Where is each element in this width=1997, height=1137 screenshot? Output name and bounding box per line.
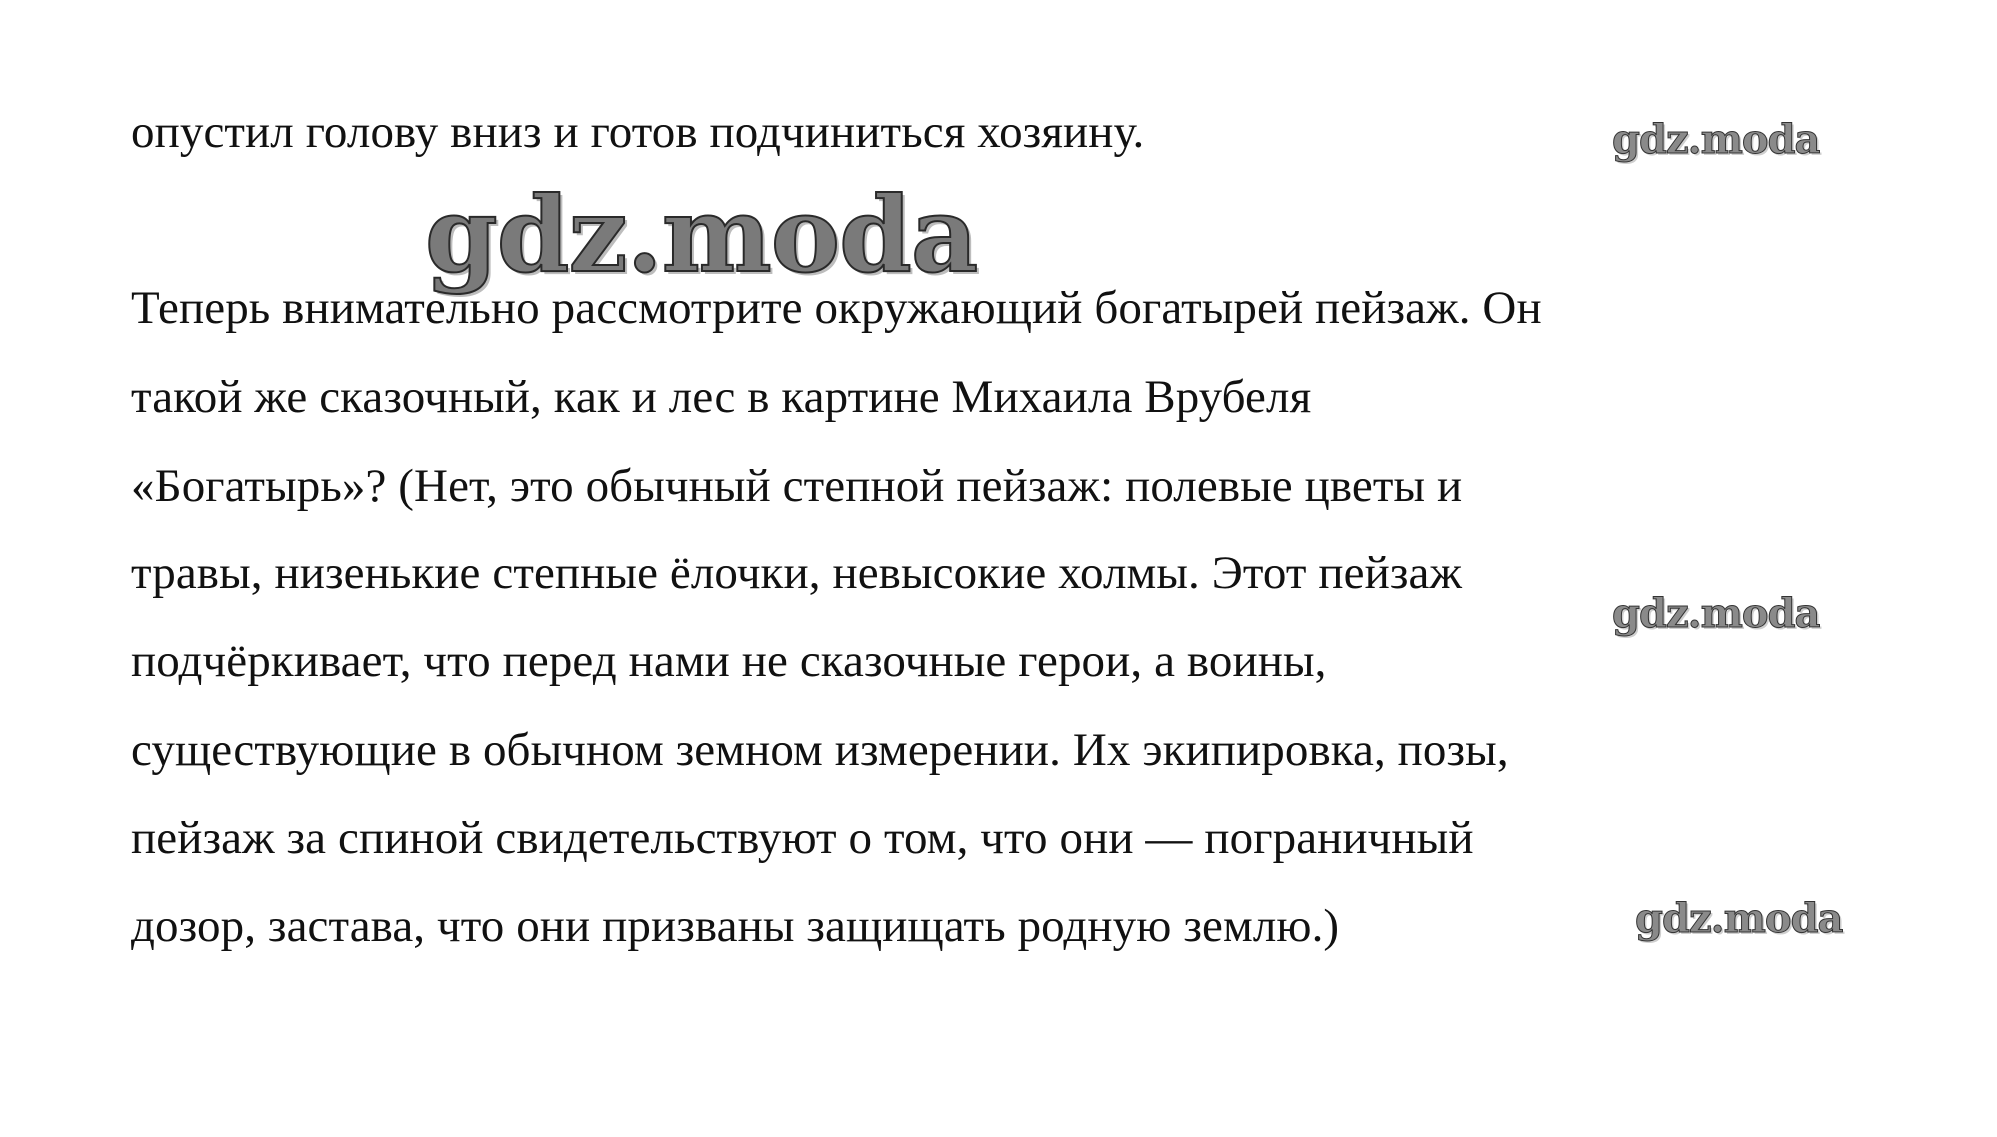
text-line-9: дозор, застава, что они призваны защищать родную землю.) [131,900,1340,952]
text-line-6: подчёркивает, что перед нами не сказочные герои, а воины, [131,635,1327,687]
watermark-bottom-right: gdz.moda [1635,895,1843,942]
watermark-top-right: gdz.moda [1612,116,1820,163]
text-line-7: существующие в обычном земном измерении. Их экипировка, позы, [131,724,1509,776]
text-line-4: «Богатырь»? (Нет, это обычный степной пейзаж: полевые цветы и [131,460,1463,512]
text-line-2: Теперь внимательно рассмотрите окружающий богатырей пейзаж. Он [131,282,1542,334]
text-line-1: опустил голову вниз и готов подчиниться хозяину. [131,106,1145,158]
watermark-large: gdz.moda [425,173,978,296]
watermark-middle-right: gdz.moda [1612,590,1820,637]
text-line-5: травы, низенькие степные ёлочки, невысокие холмы. Этот пейзаж [131,547,1463,599]
text-line-3: такой же сказочный, как и лес в картине Михаила Врубеля [131,371,1312,423]
text-line-8: пейзаж за спиной свидетельствуют о том, что они — пограничный [131,812,1474,864]
